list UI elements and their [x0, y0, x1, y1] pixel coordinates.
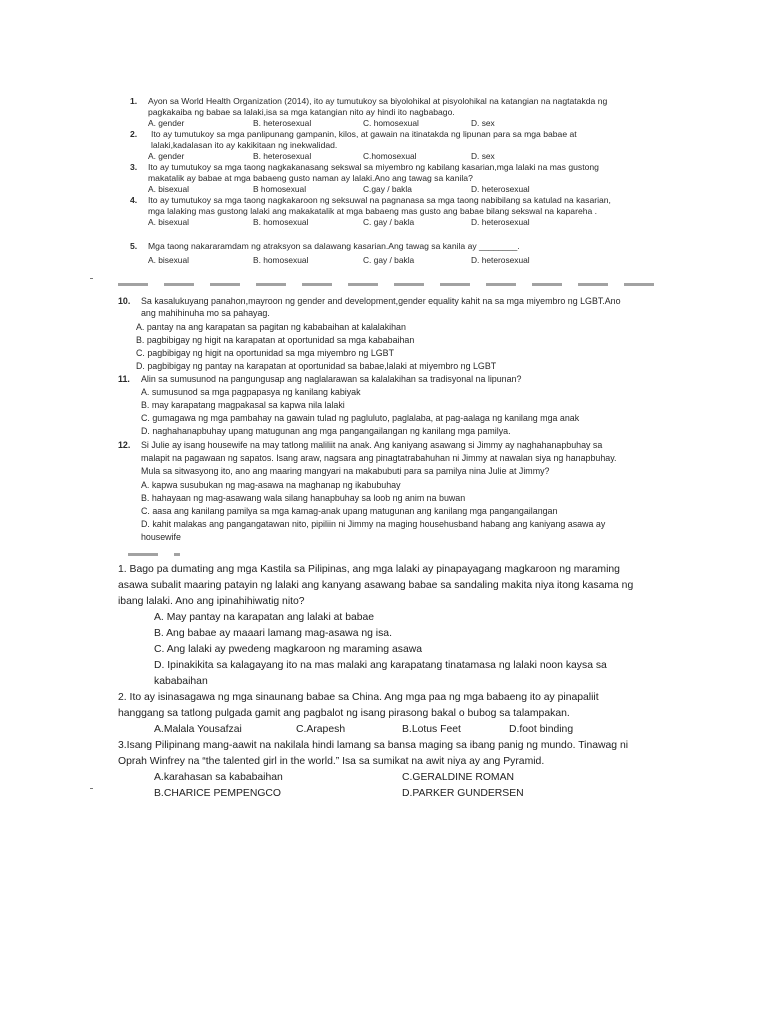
question-number: 12.: [118, 440, 131, 450]
option-c: C. homosexual: [363, 118, 419, 128]
question-text-line: Ito ay tumutukoy sa mga taong nagkakaroon ng seksuwal na pagnanasa sa mga taong nabibilang sa katulad na kasarian,: [148, 195, 611, 205]
option-d: D.foot binding: [509, 724, 574, 735]
option-b: B.CHARICE PEMPENGCO: [154, 788, 282, 799]
question-1-line: ibang lalaki. Ano ang ipinahihiwatig nito?: [118, 596, 305, 607]
option-d: D. Ipinakikita sa kalagayang ito na mas malaki ang karapatang tinatamasa ng lalaki noon kaysa sa: [154, 660, 607, 671]
question-number: 2.: [130, 129, 138, 139]
option-d-continued: housewife: [141, 532, 181, 542]
question-text-line: pagkakaiba ng babae sa lalaki,isa sa mga katangian nito ay hindi ito nagbabago.: [148, 107, 455, 117]
option-a: A. kapwa susubukan ng mag-asawa na maghanap ng ikabubuhay: [141, 480, 401, 490]
option-b: B. heterosexual: [253, 118, 312, 128]
option-d: D. sex: [471, 118, 495, 128]
option-c: C. gay / bakla: [363, 255, 415, 265]
question-text-line: makatalik ay babae at mga babaeng gusto naman ay lalaki.Ano ang tawag sa kanila?: [148, 173, 473, 183]
question-text-line: Alin sa sumusunod na pangungusap ang naglalarawan sa kalalakihan sa tradisyonal na lipunan?: [141, 374, 522, 384]
question-text-line: Ito ay tumutukoy sa mga taong nagkakanasang sekswal sa miyembro ng kabilang kasarian,mga lalaki na mas gustong: [148, 162, 599, 172]
question-1-line: 1. Bago pa dumating ang mga Kastila sa Pilipinas, ang mga lalaki ay pinapayagang magkaroon ng maraming: [118, 564, 620, 575]
option-c: C.gay / bakla: [363, 184, 412, 194]
option-b: B homosexual: [253, 184, 307, 194]
option-a: A. sumusunod sa mga pagpapasya ng kanilang kabiyak: [141, 387, 361, 397]
question-3-line: Oprah Winfrey na “the talented girl in the world.” Isa sa sumikat na awit niya ay ang Pyramid.: [118, 756, 545, 767]
question-1-line: asawa subalit maaring patayin ng lalaki ang kanyang asawang babae sa sandaling makita niya itong kasama ng: [118, 580, 634, 591]
question-2-line: 2. Ito ay isinasagawa ng mga sinaunang babae sa China. Ang mga paa ng mga babaeng ito ay pinapaliit: [118, 692, 599, 703]
option-b: B. homosexual: [253, 255, 309, 265]
option-d: D. kahit malakas ang pangangatawan nito, pipiliin ni Jimmy na maging househusband habang ang kaniyang asawa ay: [141, 519, 606, 529]
question-text-line: Si Julie ay isang housewife na may tatlong maliliit na anak. Ang kaniyang asawang si Jimmy ay naghahanapbuhay sa: [141, 440, 603, 450]
option-c: C. Ang lalaki ay pwedeng magkaroon ng maraming asawa: [154, 644, 422, 655]
option-d: D. heterosexual: [471, 217, 530, 227]
question-text-line: Ayon sa World Health Organization (2014), ito ay tumutukoy sa biyolohikal at pisyolohikal na katangian na nagtatakda ng: [148, 96, 608, 106]
question-text-line: ang mahihinuha mo sa pahayag.: [141, 308, 270, 318]
option-d: D. heterosexual: [471, 255, 530, 265]
option-d-continued: kababaihan: [154, 676, 208, 687]
option-a: A.Malala Yousafzai: [154, 724, 242, 735]
option-c: C. gay / bakla: [363, 217, 415, 227]
question-number: 10.: [118, 296, 131, 306]
option-c: C. aasa ang kanilang pamilya sa mga kamag-anak upang matugunan ang kanilang mga pangangailangan: [141, 506, 558, 516]
question-3-line: 3.Isang Pilipinang mang-aawit na nakilala hindi lamang sa bansa maging sa ibang panig ng mundo. Tinawag ni: [118, 740, 629, 751]
question-text-line: Mga taong nakararamdam ng atraksyon sa dalawang kasarian.Ang tawag sa kanila ay ________.: [148, 241, 520, 251]
option-a: A. bisexual: [148, 184, 189, 194]
question-text-line: malapit na pagawaan ng sapatos. Isang araw, nagsara ang pinagtatrabahuhan ni Jimmy at nawalan siya ng hanapbuhay.: [141, 453, 617, 463]
option-d: D. naghahanapbuhay upang matugunan ang mga pangangailangan ng kanilang mga pamilya.: [141, 426, 511, 436]
question-text-line: mga lalaking mas gustong lalaki ang makakatalik at mga babaeng mas gusto ang babae bilang sekswal na kapareha .: [148, 206, 598, 216]
question-number: 3.: [130, 162, 138, 172]
option-b: B. Ang babae ay maaari lamang mag-asawa ng isa.: [154, 628, 392, 639]
option-c: C. gumagawa ng mga pambahay na gawain tulad ng pagluluto, paglalaba, at pag-aalaga ng kanilang mga anak: [141, 413, 580, 423]
question-number: 11.: [118, 374, 130, 384]
option-a: A. gender: [148, 118, 185, 128]
question-number: 4.: [130, 195, 138, 205]
option-a: A. May pantay na karapatan ang lalaki at babae: [154, 612, 375, 623]
option-b: B. hahayaan ng mag-asawang wala silang hanapbuhay sa loob ng anim na buwan: [141, 493, 466, 503]
option-d: D.PARKER GUNDERSEN: [402, 788, 524, 799]
question-number: 5.: [130, 241, 138, 251]
option-a: A. bisexual: [148, 255, 189, 265]
option-b: B. heterosexual: [253, 151, 312, 161]
option-d: D. pagbibigay ng pantay na karapatan at oportunidad sa babae,lalaki at miyembro ng LGBT: [136, 361, 497, 371]
question-text-line: Sa kasalukuyang panahon,mayroon ng gender and development,gender equality kahit na sa mga miyembro ng LGBT.Ano: [141, 296, 621, 306]
option-c: C. pagbibigay ng higit na oportunidad sa mga miyembro ng LGBT: [136, 348, 395, 358]
question-text-line: Mula sa sitwasyong ito, ano ang maaring mangyari na makabubuti para sa pamilya nina Julie at Jimmy?: [141, 466, 550, 476]
option-a: A. pantay na ang karapatan sa pagitan ng kababaihan at kalalakihan: [136, 322, 406, 332]
option-b: B. may karapatang magpakasal sa kapwa nila lalaki: [141, 400, 345, 410]
option-d: D. heterosexual: [471, 184, 530, 194]
question-text-line: Ito ay tumutukoy sa mga panlipunang gampanin, kilos, at gawain na itinatakda ng lipunan para sa mga babae at: [151, 129, 577, 139]
question-text-line: lalaki,kadalasan ito ay kakikitaan ng inekwalidad.: [151, 140, 338, 150]
option-d: D. sex: [471, 151, 495, 161]
option-b: B. pagbibigay ng higit na karapatan at oportunidad sa mga kababaihan: [136, 335, 415, 345]
option-c: C.Arapesh: [296, 724, 346, 735]
cutoff-text-fragment: [118, 283, 658, 286]
option-b: B.Lotus Feet: [402, 724, 461, 735]
cutoff-text-fragment: [128, 553, 180, 556]
option-a: A. gender: [148, 151, 185, 161]
scan-mark: [90, 788, 93, 789]
option-c: C.GERALDINE ROMAN: [402, 772, 515, 783]
scan-mark: [90, 278, 93, 279]
option-c: C.homosexual: [363, 151, 417, 161]
question-2-line: hanggang sa tatlong pulgada gamit ang pagbalot ng isang pirasong bakal o bubog sa talampakan.: [118, 708, 570, 719]
option-b: B. homosexual: [253, 217, 309, 227]
question-number: 1.: [130, 96, 138, 106]
option-a: A. bisexual: [148, 217, 189, 227]
option-a: A.karahasan sa kababaihan: [154, 772, 283, 783]
